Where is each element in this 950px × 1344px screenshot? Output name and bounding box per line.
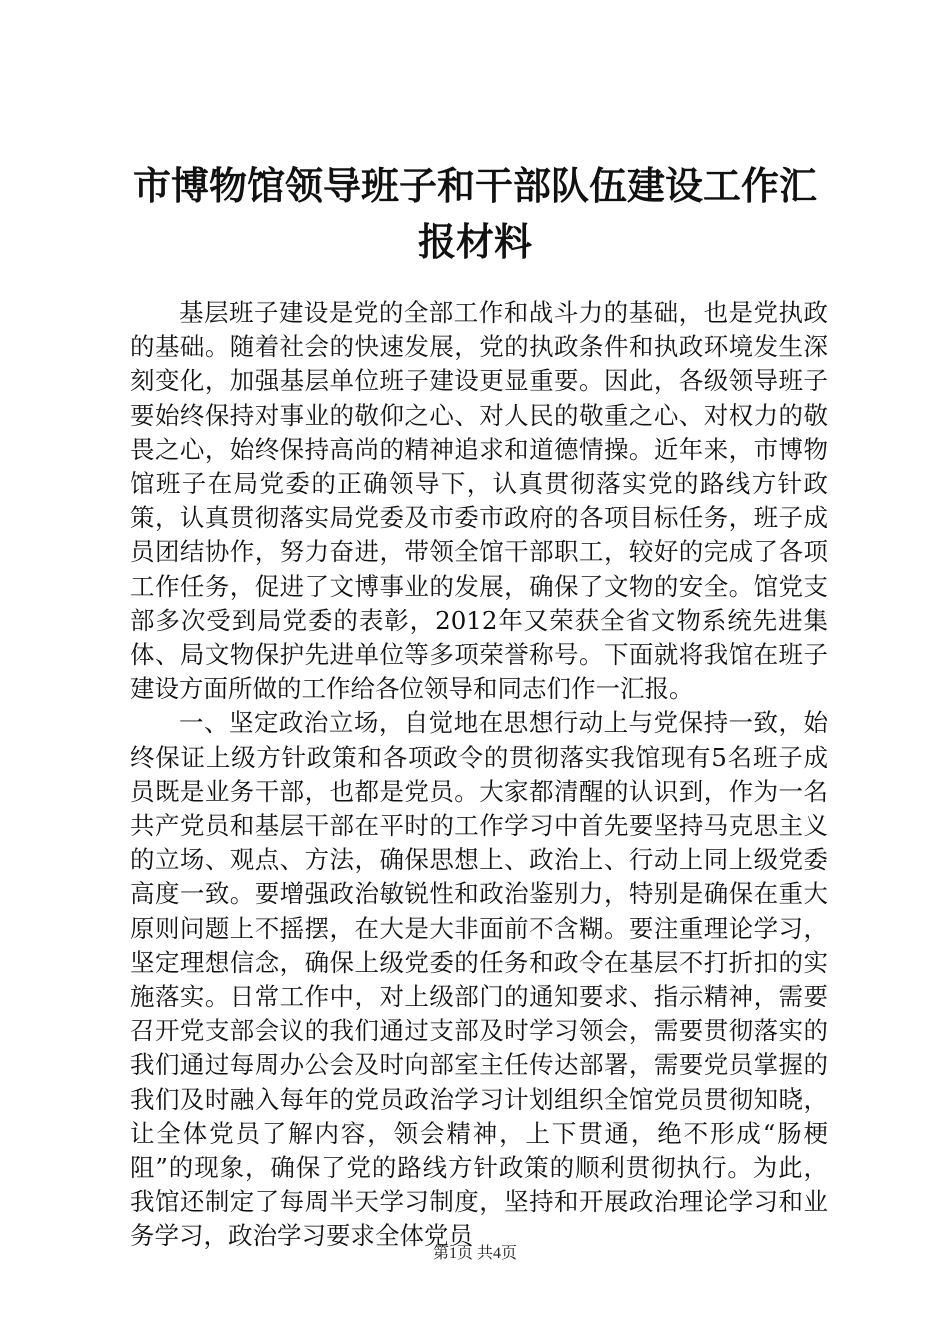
document-title: 市博物馆领导班子和干部队伍建设工作汇报材料 bbox=[132, 163, 817, 264]
page-number-footer: 第1页 共4页 bbox=[432, 1245, 517, 1262]
paragraph-intro: 基层班子建设是党的全部工作和战斗力的基础，也是党执政的基础。随着社会的快速发展，党的执政条件和执政环境发生深刻变化，加强基层单位班子建设更显重要。因此，各级领导班子要始终保持对事业的敬仰之心、对人民的敬重之心、对权力的敬畏之心，始终保持高尚的精神追求和道德情操。近年来，市博物馆班子在局党委的正确领导下，认真贯彻落实党的路线方针政策，认真贯彻落实局党委及市委市政府的各项目标任务，班子成员团结协作，努力奋进，带领全馆干部职工，较好的完成了各项工作任务，促进了文博事业的发展，确保了文物的安全。馆党支部多次受到局党委的表彰，2012年又荣获全省文物系统先进集体、局文物保护先进单位等多项荣誉称号。下面就将我馆在班子建设方面所做的工作给各位领导和同志们作一汇报。 bbox=[130, 298, 828, 704]
document-body bbox=[130, 296, 828, 1254]
paragraph-section-one: 一、坚定政治立场，自觉地在思想行动上与党保持一致，始终保证上级方针政策和各项政令的贯彻落实我馆现有5名班子成员既是业务干部，也都是党员。大家都清醒的认识到，作为一名共产党员和基层干部在平时的工作学习中首先要坚持马克思主义的立场、观点、方法，确保思想上、政治上、行动上同上级党委高度一致。要增强政治敏锐性和政治鉴别力，特别是确保在重大原则问题上不摇摆，在大是大非面前不含糊。要注重理论学习，坚定理想信念，确保上级党委的任务和政令在基层不打折扣的实施落实。日常工作中，对上级部门的通知要求、指示精神，需要召开党支部会议的我们通过支部及时学习领会，需要贯彻落实的我们通过每周办公会及时向部室主任传达部署，需要党员掌握的我们及时融入每年的党员政治学习计划组织全馆党员贯彻知晓，让全体党员了解内容，领会精神，上下贯通，绝不形成“肠梗阻”的现象，确保了党的路线方针政策的顺利贯彻执行。为此，我馆还制定了每周半天学习制度，坚持和开展政治理论学习和业务学习，政治学习要求全体党员 bbox=[130, 708, 828, 1251]
